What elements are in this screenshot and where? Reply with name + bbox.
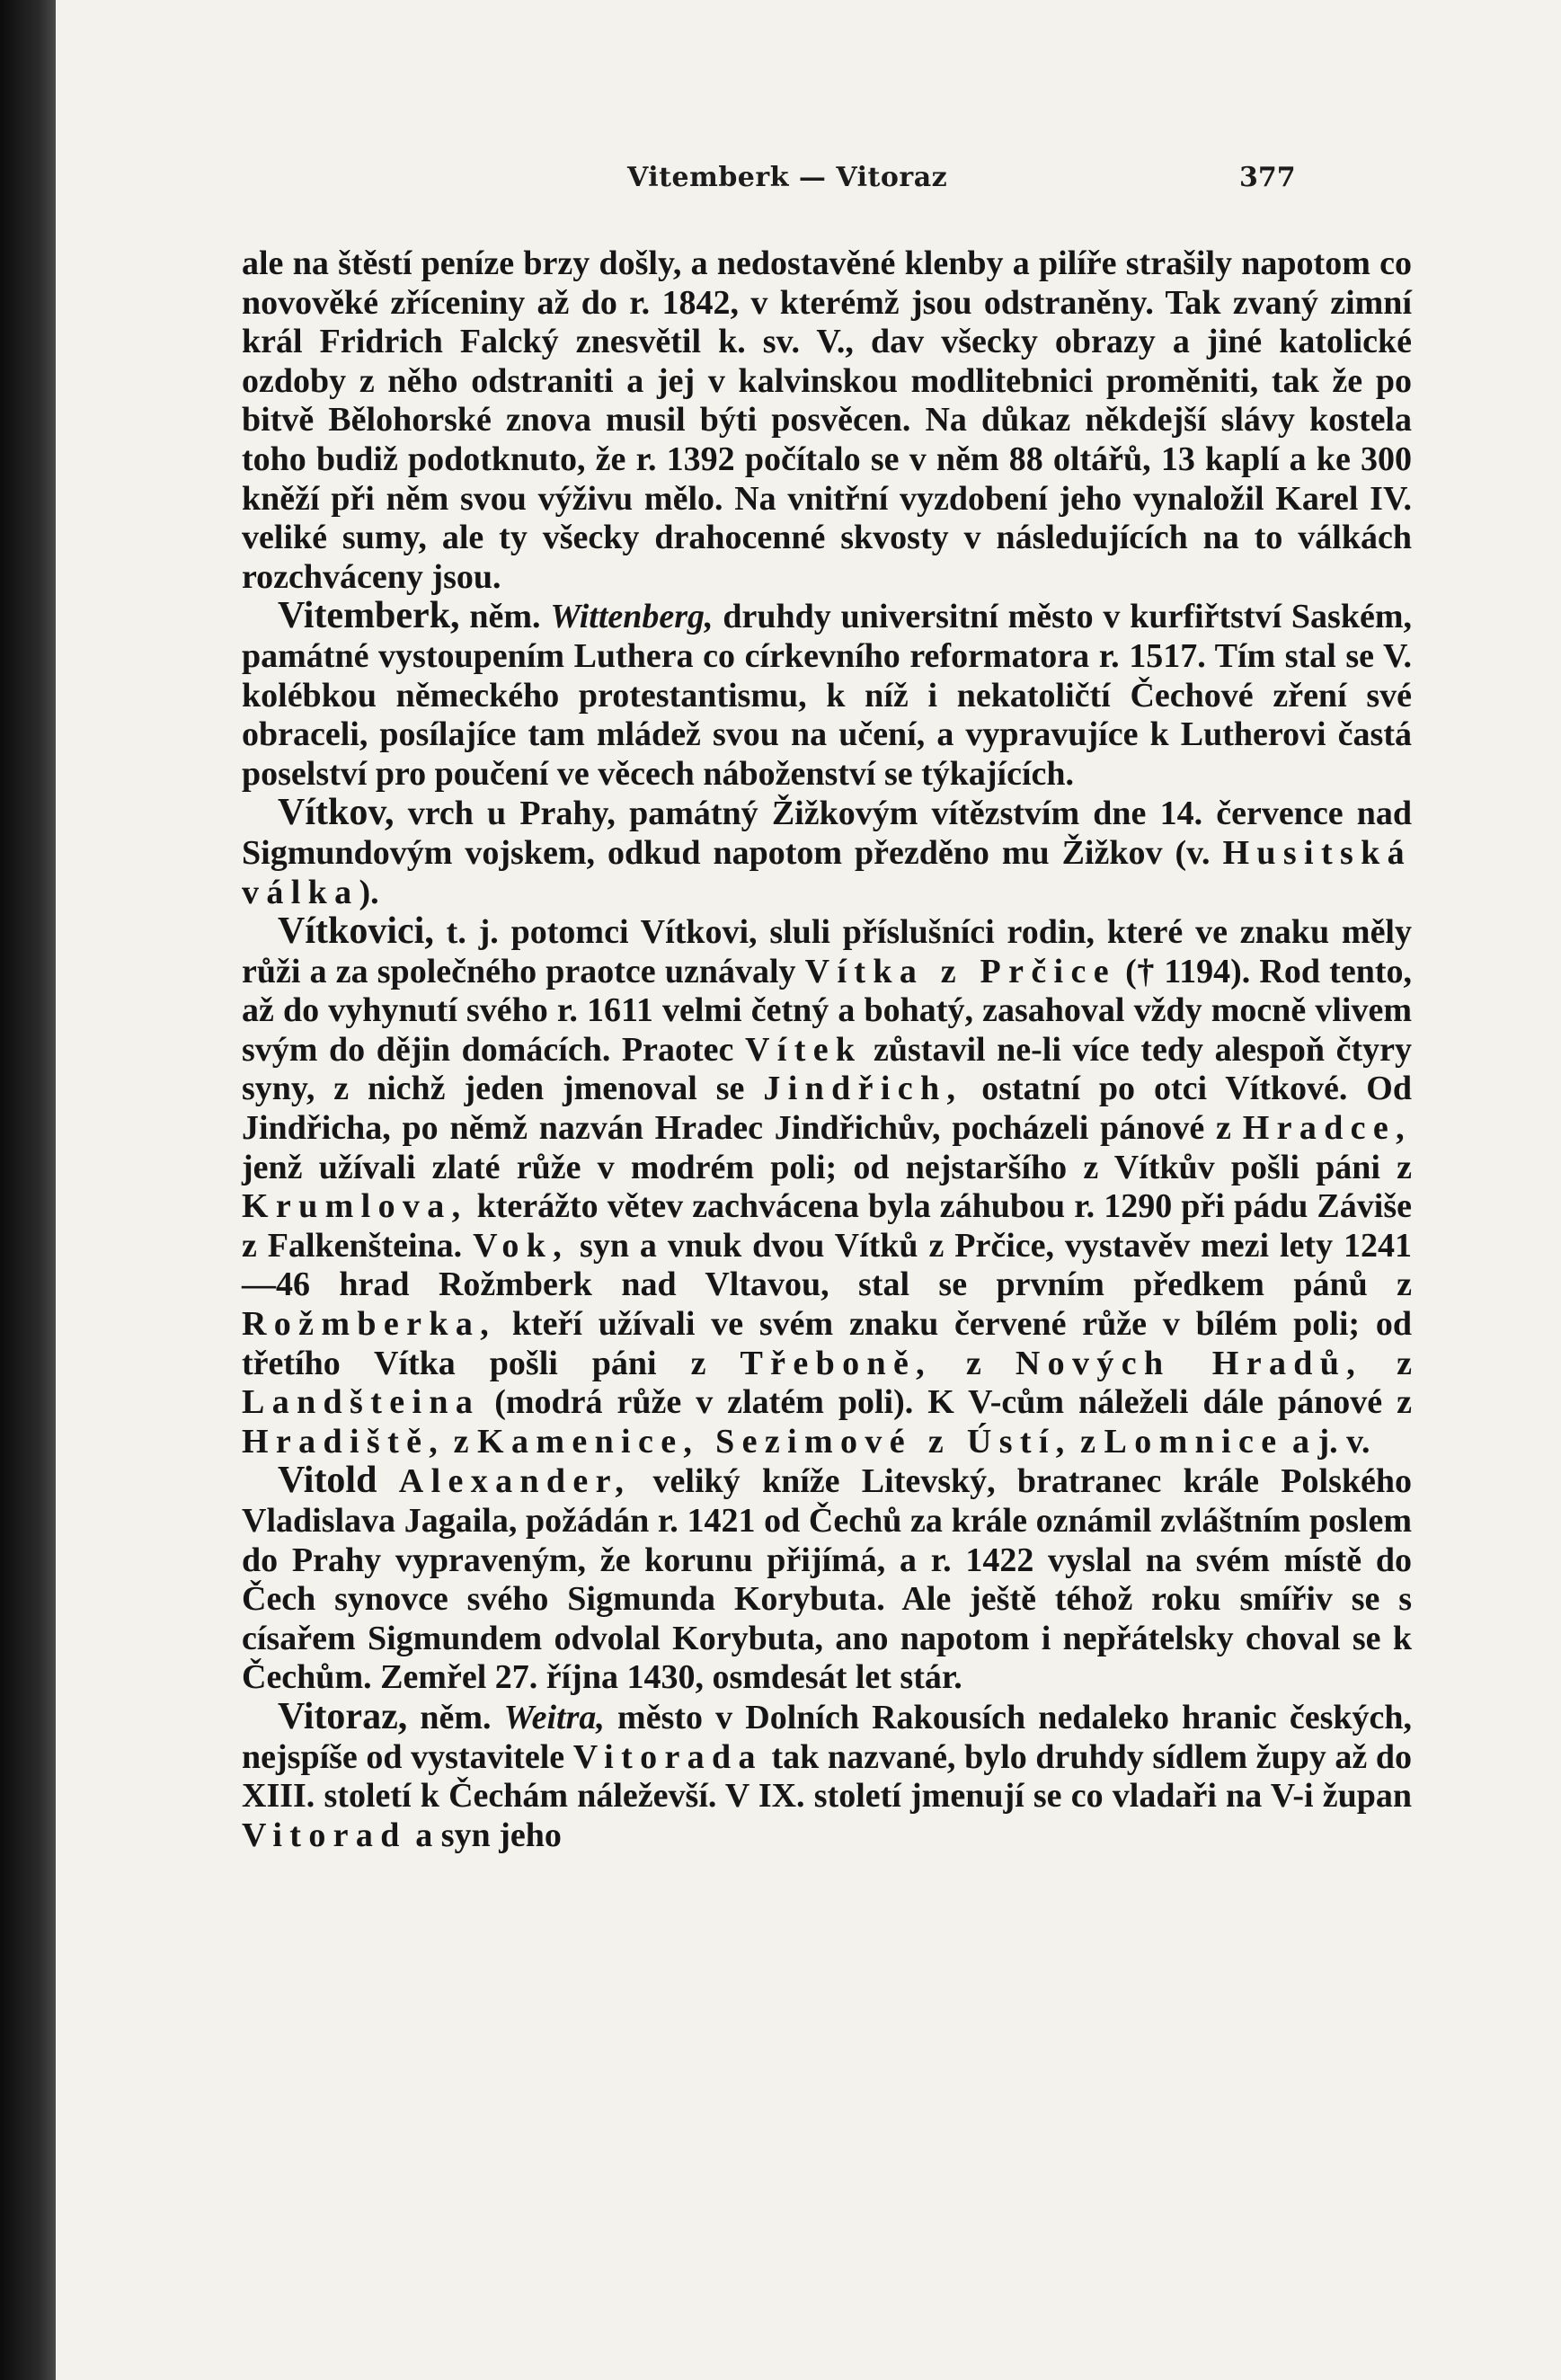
- text-column: [242, 244, 1412, 1855]
- alias: Wittenberg,: [550, 598, 714, 636]
- running-title: Vitemberk — Vitoraz: [627, 162, 948, 193]
- paragraph-continued: ale na štěstí peníze brzy došly, a nedostavěné klenby a pilíře strašily napotom co novověké zříceniny až do r. 1842, v kterémž jsou odstraněny. Tak zvaný zimní král Fridrich Falcký znesvětil k. sv. V., dav všecky obrazy a jiné katolické ozdoby z něho odstraniti a jej v kalvinskou modlitebnici proměniti, tak že po bitvě Bělohorské znova musil býti posvěcen. Na důkaz někdejší slávy kostela toho budiž podotknuto, že r. 1392 počítalo se v něm 88 oltářů, 13 kaplí a ke 300 kněží při něm svou výživu mělo. Na vnitřní vyzdobení jeho vynaložil Karel IV. veliké sumy, ale ty všecky drahocenné skvosty v následujících na to válkách rozchváceny jsou.: [242, 244, 1412, 596]
- headword: Vitold: [278, 1460, 377, 1502]
- entry-vitkovici: Vítkovici, t. j. potomci Vítkovi, sluli příslušníci rodin, které ve znaku měly růži a za společného praotce uznávaly Vítka z Prčice († 1194). Rod tento, až do vyhynutí svého r. 1611 velmi četný a bohatý, zasahoval vždy mocně vlivem svým do dějin domácích. Praotec Vítek zůstavil ne-li více tedy alespoň čtyry syny, z nichž jeden jmenoval se Jindřich, ostatní po otci Vítkové. Od Jindřicha, po němž nazván Hradec Jindřichův, pocházeli pánové z Hradce, jenž užívali zlaté růže v modrém poli; od nejstaršího z Vítkův pošli páni z Krumlova, kterážto větev zachvácena byla záhubou r. 1290 při pádu Záviše z Falkenšteina. Vok, syn a vnuk dvou Vítků z Prčice, vystavěv mezi lety 1241—46 hrad Rožmberk nad Vltavou, stal se prvním předkem pánů z Rožmberka, kteří užívali ve svém znaku červené růže v bílém poli; od třetího Vítka pošli páni z Třeboně, z Nových Hradů, z Landšteina (modrá růže v zlatém poli). K V-cům náleželi dále pánové z Hradiště, z Kamenice, Sezimové z Ústí, z Lomnice a j. v.: [242, 910, 1413, 1461]
- cross-reference: Husitská válka: [242, 833, 1412, 911]
- headword: Vítkovici,: [278, 910, 434, 953]
- headword: Vitemberk,: [278, 595, 460, 637]
- headword: Vítkov,: [278, 792, 395, 834]
- page-number: 377: [1239, 162, 1296, 193]
- entry-vitold: Vitold Alexander, veliký kníže Litevský, bratranec krále Polského Vladislava Jagaila, požádán r. 1421 od Čechů za krále oznámil zvláštním poslem do Prahy vypraveným, že korunu přijímá, a r. 1422 vyslal na svém místě do Čech synovce svého Sigmunda Korybuta. Ale ještě téhož roku smířiv se s císařem Sigmundem odvolal Korybuta, ano napotom i nepřátelsky choval se k Čechům. Zemřel 27. října 1430, osmdesát let stár.: [242, 1460, 1412, 1697]
- entry-vitemberk: Vitemberk, něm. Wittenberg, druhdy universitní město v kurfiřtství Saském, památné vystoupením Luthera co církevního reformatora r. 1517. Tím stal se V. kolébkou německého protestantismu, k níž i nekatoličtí Čechové zření své obraceli, posílajíce tam mládež svou na učení, a vypravujíce k Lutherovi častá poselství pro poučení ve věcech náboženství se týkajících.: [242, 595, 1412, 793]
- alias: Weitra,: [503, 1698, 605, 1736]
- page-header: [56, 155, 1561, 209]
- scan-edge: [0, 0, 56, 2380]
- entry-vitoraz: Vitoraz, něm. Weitra, město v Dolních Rakousích nedaleko hranic českých, nejspíše od vystavitele Vitorada tak nazvané, bylo druhdy sídlem župy až do XIII. století k Čechám náleževší. V IX. století jmenují se co vladaři na V-i župan Vitorad a syn jeho: [242, 1695, 1412, 1854]
- book-page: [56, 0, 1561, 2380]
- entry-vitkov: Vítkov, vrch u Prahy, památný Žižkovým vítězstvím dne 14. července nad Sigmundovým vojskem, odkud napotom přezděno mu Žižkov (v. Husitská válka).: [242, 792, 1412, 911]
- headword: Vitoraz,: [278, 1695, 408, 1737]
